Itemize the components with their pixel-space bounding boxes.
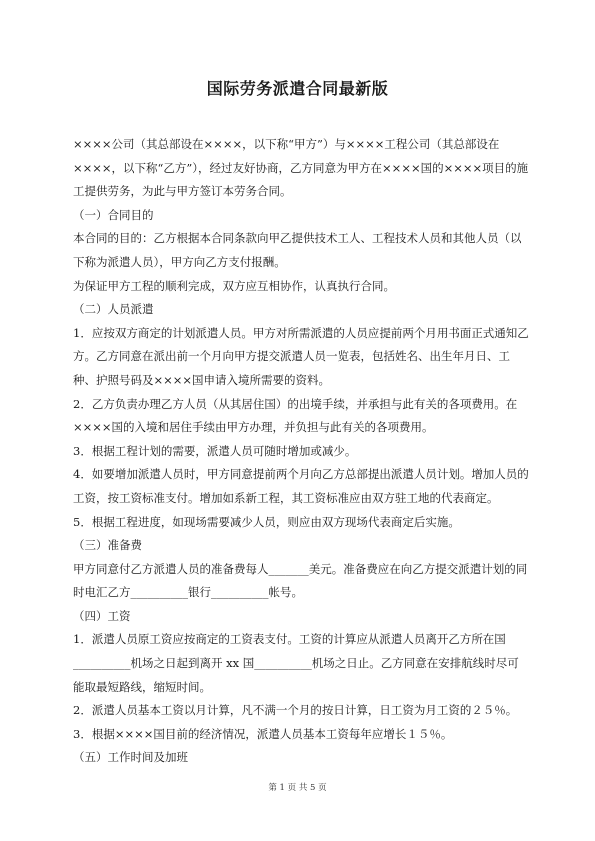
- section-heading-1: （一）合同目的: [73, 207, 154, 222]
- clause-4-3: 3．根据××××国目前的经济情况，派遣人员基本工资每年应增长１５％。: [73, 726, 453, 741]
- clause-4-2: 2．派遣人员基本工资以月计算，凡不满一个月的按日计算，日工资为月工资的２５％。: [73, 703, 518, 718]
- clause-2-2: 2．乙方负责办理乙方人员（从其居住国）的出境手续，并承担与此有关的各项费用。在××××国的入境和居住手续由甲方办理，并负担与此有关的各项费用。: [73, 396, 518, 435]
- section-heading-5: （五）工作时间及加班: [73, 750, 188, 765]
- clause-2-3: 3．根据工程计划的需要，派遣人员可随时增加或减少。: [73, 443, 357, 458]
- section-heading-3: （三）准备费: [73, 538, 142, 553]
- document-body: [73, 133, 529, 770]
- document-title: 国际劳务派遣合同最新版: [206, 79, 389, 98]
- clause-2-5: 5．根据工程进度，如现场需要减少人员，则应由双方现场代表商定后实施。: [73, 514, 460, 529]
- page-number-footer: 第 1 页 共 5 页: [268, 783, 327, 793]
- section-heading-2: （二）人员派遣: [73, 302, 154, 317]
- clause-2-1: 1．应按双方商定的计划派遣人员。甲方对所需派遣的人员应提前两个月用书面正式通知乙方。乙方同意在派出前一个月向甲方提交派遣人员一览表，包括姓名、出生年月日、工种、护照号码及××××国申请入境所需要的资料。: [73, 325, 529, 387]
- paragraph-intro: ××××公司（其总部设在××××，以下称“甲方”）与××××工程公司（其总部设在××××，以下称“乙方”），经过友好协商，乙方同意为甲方在××××国的××××项目的施工提供劳务，为此与甲方签订本劳务合同。: [73, 137, 529, 199]
- clause-2-4: 4．如要增加派遣人员时，甲方同意提前两个月向乙方总部提出派遣人员计划。增加人员的工资，按工资标准支付。增加如系新工程，其工资标准应由双方驻工地的代表商定。: [73, 467, 529, 505]
- paragraph-purpose: 本合同的目的：乙方根据本合同条款向甲乙提供技术工人、工程技术人员和其他人员（以下称为派遣人员），甲方向乙方支付报酬。: [73, 231, 522, 269]
- section-heading-4: （四）工资: [73, 608, 131, 623]
- paragraph-cooperation: 为保证甲方工程的顺利完成，双方应互相协作，认真执行合同。: [73, 278, 395, 293]
- paragraph-preparation-fee: 甲方同意付乙方派遣人员的准备费每人_______美元。准备费应在向乙方提交派遣计划的同时电汇乙方__________银行__________帐号。: [73, 561, 528, 600]
- clause-4-1: 1．派遣人员原工资应按商定的工资表支付。工资的计算应从派遣人员离开乙方所在国__________机场之日起到离开 xx 国__________机场之日止。乙方同意在安排航线时尽可能取最短路线，缩短时间。: [73, 632, 519, 694]
